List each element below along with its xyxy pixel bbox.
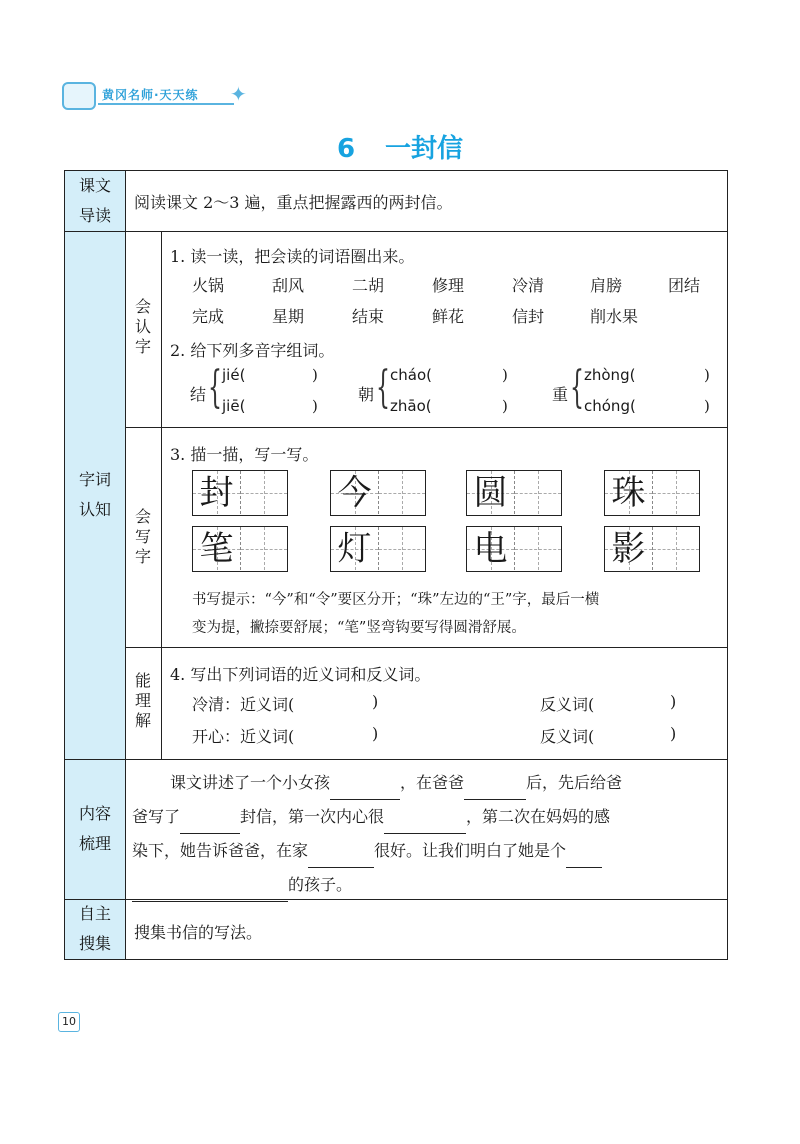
writing-grid[interactable] (192, 526, 288, 572)
word-list-item: 鲜花 (432, 307, 465, 326)
fill-blank[interactable] (464, 781, 526, 800)
row-divider (65, 759, 727, 760)
question-3: 3. 描一描，写一写。 (170, 445, 319, 464)
trace-char: 今 (337, 473, 372, 513)
writing-grid[interactable] (604, 470, 700, 516)
poly-char: 重 (552, 385, 569, 404)
word-list-item: 星期 (272, 307, 305, 326)
lesson-title (0, 128, 800, 165)
guide-text: 阅读课文 2～3 遍，重点把握露西的两封信。 (134, 193, 453, 212)
word2-antonym: 反义词( (540, 727, 595, 746)
question-4: 4. 写出下列词语的近义词和反义词。 (170, 665, 431, 684)
word-list-item: 火锅 (192, 276, 225, 295)
understand-label-3: 解 (134, 711, 151, 730)
question-2: 2. 给下列多音字组词。 (170, 341, 335, 360)
trace-char: 电 (473, 529, 508, 569)
content-label-2: 梳理 (78, 834, 111, 853)
poly-char: 朝 (358, 385, 375, 404)
understand-label-1: 能 (134, 671, 151, 690)
word2-synonym: 开心：近义词( (192, 727, 295, 746)
poly-char: 结 (190, 385, 207, 404)
guide-label-2: 导读 (78, 206, 111, 225)
write-label-2: 写 (134, 527, 151, 546)
collect-header (65, 899, 125, 959)
paren-close: ) (670, 724, 677, 743)
word-list-item: 二胡 (352, 276, 385, 295)
word-list-item: 信封 (512, 307, 545, 326)
writing-grid[interactable] (466, 526, 562, 572)
trace-char: 影 (611, 529, 646, 569)
writing-tip-line-1: 书写提示：“今”和“令”要区分开；“珠”左边的“王”字，最后一横 (192, 592, 600, 608)
brand-text: 黄冈名师·天天练 (102, 88, 199, 102)
content-text: 爸写了 (132, 807, 181, 826)
collect-label-1: 自主 (78, 904, 111, 923)
trace-char: 灯 (337, 529, 372, 569)
understand-label (133, 671, 153, 731)
content-text: 的孩子。 (288, 875, 353, 894)
poly-reading: jiē( (222, 397, 246, 415)
words-label-2: 认知 (78, 500, 111, 519)
fill-blank[interactable] (308, 849, 374, 868)
recognize-label-1: 会 (134, 297, 151, 316)
bear-icon (62, 82, 96, 110)
content-text: ，在爸爸 (400, 773, 465, 792)
writing-grid[interactable] (330, 470, 426, 516)
fill-blank[interactable] (384, 815, 466, 834)
collect-text: 搜集书信的写法。 (134, 923, 263, 942)
fill-blank[interactable] (180, 815, 240, 834)
write-label-3: 字 (134, 547, 151, 566)
paren-close: ) (312, 397, 318, 415)
writing-grid[interactable] (466, 470, 562, 516)
fill-blank[interactable] (330, 781, 400, 800)
paren-close: ) (670, 692, 677, 711)
writing-grid[interactable] (604, 526, 700, 572)
content-text: 课文讲述了一个小女孩 (170, 773, 331, 792)
word-list-item: 修理 (432, 276, 465, 295)
poly-reading: zhāo( (390, 397, 432, 415)
content-label-1: 内容 (78, 804, 111, 823)
word-list-item: 团结 (668, 276, 701, 295)
trace-char: 珠 (611, 473, 646, 513)
trace-char: 圆 (473, 473, 508, 513)
word-list-item: 肩膀 (590, 276, 623, 295)
paren-close: ) (312, 366, 318, 384)
poly-reading: jié( (222, 366, 246, 384)
content-paragraph (132, 766, 722, 902)
question-1: 1. 读一读，把会读的词语圈出来。 (170, 247, 415, 266)
paren-close: ) (704, 397, 710, 415)
lesson-number: 6 (336, 134, 356, 164)
page-number: 10 (58, 1012, 80, 1032)
content-text: 封信，第一次内心很 (240, 807, 385, 826)
paren-close: ) (502, 366, 508, 384)
write-label (133, 507, 153, 567)
brace: { (376, 362, 390, 413)
content-header (65, 759, 125, 899)
writing-grid[interactable] (192, 470, 288, 516)
content-text: 很好。让我们明白了她是个 (374, 841, 567, 860)
content-text: 染下，她告诉爸爸，在家 (132, 841, 309, 860)
content-text: 后，先后给爸 (526, 773, 623, 792)
paren-close: ) (704, 366, 710, 384)
fill-blank[interactable] (132, 883, 288, 902)
recognize-label (133, 297, 153, 357)
brand-logo (58, 76, 248, 110)
words-label-1: 字词 (78, 470, 111, 489)
word1-synonym: 冷清：近义词( (192, 695, 295, 714)
trace-char: 封 (199, 473, 234, 513)
paren-close: ) (502, 397, 508, 415)
recognize-label-2: 认 (134, 317, 151, 336)
sub-col-divider (161, 231, 162, 759)
write-label-1: 会 (134, 507, 151, 526)
content-text: ，第二次在妈妈的感 (466, 807, 611, 826)
guide-header (65, 171, 125, 231)
word-list-item: 完成 (192, 307, 225, 326)
words-header (65, 231, 125, 759)
guide-label-1: 课文 (78, 176, 111, 195)
recognize-label-3: 字 (134, 337, 151, 356)
poly-reading: zhòng( (584, 366, 636, 384)
writing-grid[interactable] (330, 526, 426, 572)
understand-label-2: 理 (134, 691, 151, 710)
word-list-item: 结束 (352, 307, 385, 326)
brace: { (208, 362, 222, 413)
col-divider (125, 171, 126, 959)
collect-label-2: 搜集 (78, 934, 111, 953)
fill-blank[interactable] (566, 849, 602, 868)
paren-close: ) (372, 724, 379, 743)
word-list-item: 冷清 (512, 276, 545, 295)
word-list-item: 削水果 (590, 307, 639, 326)
star-icon: ✦ (230, 82, 247, 106)
brace: { (570, 362, 584, 413)
poly-reading: cháo( (390, 366, 432, 384)
paren-close: ) (372, 692, 379, 711)
row-divider (125, 427, 727, 428)
brand-underline (98, 103, 234, 105)
trace-char: 笔 (199, 529, 234, 569)
poly-reading: chóng( (584, 397, 636, 415)
word-list-item: 刮风 (272, 276, 305, 295)
word1-antonym: 反义词( (540, 695, 595, 714)
row-divider (65, 231, 727, 232)
lesson-name: 一封信 (385, 134, 464, 164)
row-divider (125, 647, 727, 648)
writing-tip-line-2: 变为提，撇捺要舒展；“笔”竖弯钩要写得圆滑舒展。 (192, 620, 526, 636)
